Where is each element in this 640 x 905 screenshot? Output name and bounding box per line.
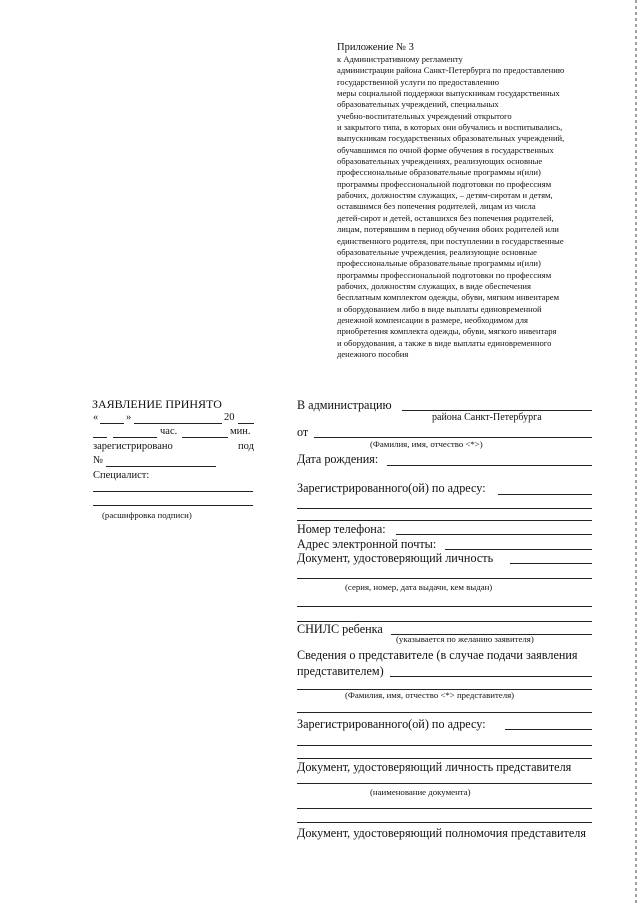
- appendix-line: выпускникам государственных образовательных учреждений,: [337, 133, 565, 144]
- day-quote-close: »: [126, 412, 132, 423]
- appendix-line: образовательных учреждениях, реализующих основные: [337, 156, 543, 167]
- month-field[interactable]: [134, 423, 222, 424]
- address-field-1[interactable]: [498, 494, 592, 495]
- appendix-line: единственного родителя, при поступлении в государственные: [337, 235, 564, 246]
- rep-address-label: Зарегистрированного(ой) по адресу:: [297, 717, 486, 731]
- hours-field-a[interactable]: [93, 437, 107, 438]
- appendix-line: администрации района Санкт-Петербурга по предоставлению: [337, 65, 565, 76]
- scan-edge: [635, 0, 637, 905]
- identity-doc-label: Документ, удостоверяющий личность: [297, 551, 494, 565]
- appendix-lines: [337, 54, 599, 360]
- minutes-label: мин.: [230, 426, 251, 437]
- year-field[interactable]: [238, 423, 254, 424]
- appendix-line: рабочих, должностям служащих, – детям-сиротам и детям,: [337, 190, 553, 201]
- specialist-name-line[interactable]: [93, 505, 253, 506]
- hours-label: час.: [160, 426, 178, 437]
- number-sign: №: [93, 455, 104, 466]
- birth-date-field[interactable]: [387, 465, 592, 466]
- admin-name-field[interactable]: [402, 410, 592, 411]
- specialist-signature-line[interactable]: [93, 491, 253, 492]
- rep-identity-doc-label: Документ, удостоверяющий личность представителя: [297, 760, 572, 774]
- appendix-line: учебно-воспитательных учреждений открытого: [337, 110, 512, 121]
- specialist-label: Специалист:: [93, 470, 150, 481]
- appendix-title: Приложение № 3: [337, 42, 414, 53]
- appendix-line: и оборудованием либо в виде выплаты единовременной: [337, 303, 542, 314]
- minutes-field[interactable]: [182, 437, 228, 438]
- rep-fio-caption: (Фамилия, имя, отчество <*> представителя): [345, 690, 515, 700]
- address-label: Зарегистрированного(ой) по адресу:: [297, 481, 486, 495]
- appendix-line: образовательные учреждения, реализующие основные: [337, 246, 537, 257]
- hours-field-b[interactable]: [113, 437, 157, 438]
- appendix-line: и оборудования, а также в виде выплаты единовременного: [337, 337, 552, 348]
- address-field-3[interactable]: [297, 520, 592, 521]
- appendix-line: государственной услуги по предоставлению: [337, 76, 500, 87]
- day-quote-open: «: [93, 412, 99, 423]
- appendix-line: лицам, потерявшим в период обучения обоих родителей или: [337, 224, 559, 235]
- day-field[interactable]: [100, 423, 124, 424]
- appendix-line: бесплатным комплектом одежды, обуви, мягким инвентарем: [337, 292, 560, 303]
- rep-identity-doc-field-3[interactable]: [297, 822, 592, 823]
- email-field[interactable]: [445, 549, 592, 550]
- to-admin-label: В администрацию: [297, 398, 392, 412]
- fio-caption: (Фамилия, имя, отчество <*>): [370, 439, 483, 449]
- identity-doc-field-3[interactable]: [297, 606, 592, 607]
- under-label: под: [238, 441, 254, 452]
- snils-label: СНИЛС ребенка: [297, 622, 383, 636]
- appendix-line: программы профессиональной подготовки по профессиям: [337, 178, 552, 189]
- phone-field[interactable]: [396, 534, 592, 535]
- address-field-2[interactable]: [297, 508, 592, 509]
- snils-caption: (указывается по желанию заявителя): [396, 634, 534, 644]
- identity-doc-field-1[interactable]: [510, 563, 592, 564]
- rep-name-field-1[interactable]: [390, 676, 592, 677]
- rep-identity-caption: (наименование документа): [370, 787, 471, 797]
- appendix-line: приобретения комплекта одежды, обуви, мягкого инвентаря: [337, 326, 557, 337]
- applicant-fio-field[interactable]: [314, 437, 592, 438]
- appendix-line: программы профессиональной подготовки по профессиям: [337, 269, 552, 280]
- rep-authority-doc-label: Документ, удостоверяющий полномочия представителя: [297, 826, 586, 840]
- rep-info-line-1: Сведения о представителе (в случае подачи заявления: [297, 648, 578, 662]
- rep-info-line-2: представителем): [297, 664, 384, 678]
- year-prefix: 20: [224, 412, 235, 423]
- district-label: района Санкт-Петербурга: [432, 412, 542, 423]
- rep-address-field-1[interactable]: [505, 729, 592, 730]
- rep-identity-doc-field-2[interactable]: [297, 808, 592, 809]
- appendix-line: обучавшимся по очной форме обучения в государственных: [337, 144, 554, 155]
- appendix-line: к Административному регламенту: [337, 54, 463, 64]
- signature-caption: (расшифровка подписи): [102, 510, 192, 520]
- appendix-line: рабочих, должностям служащих, в виде обеспечения: [337, 280, 531, 291]
- birth-date-label: Дата рождения:: [297, 452, 379, 466]
- appendix-header: [337, 41, 599, 360]
- appendix-line: образовательных учреждений, специальных: [337, 99, 499, 110]
- email-label: Адрес электронной почты:: [297, 537, 437, 551]
- rep-address-field-3[interactable]: [297, 758, 592, 759]
- rep-name-field-3[interactable]: [297, 712, 592, 713]
- appendix-line: и закрытого типа, в которых они обучались и воспитывались,: [337, 122, 563, 133]
- appendix-line: профессиональные образовательные программы и(или): [337, 167, 541, 178]
- identity-caption: (серия, номер, дата выдачи, кем выдан): [345, 582, 493, 592]
- appendix-line: оставшимся без попечения родителей, лицам из числа: [337, 201, 536, 212]
- registration-heading: ЗАЯВЛЕНИЕ ПРИНЯТО: [92, 397, 222, 411]
- appendix-line: детей-сирот и детей, оставшихся без попечения родителей,: [337, 212, 554, 223]
- appendix-line: меры социальной поддержки выпускникам государственных: [337, 88, 560, 99]
- rep-identity-doc-field-1[interactable]: [297, 783, 592, 784]
- from-label: от: [297, 425, 309, 439]
- registered-label: зарегистрировано: [93, 441, 173, 452]
- registration-number-field[interactable]: [106, 466, 216, 467]
- appendix-line: денежной компенсации в размере, необходимом для: [337, 314, 528, 325]
- identity-doc-field-2[interactable]: [297, 578, 592, 579]
- phone-label: Номер телефона:: [297, 522, 386, 536]
- appendix-line: денежного пособия: [337, 348, 409, 359]
- rep-address-field-2[interactable]: [297, 745, 592, 746]
- appendix-line: профессиональные образовательные программы и(или): [337, 258, 541, 269]
